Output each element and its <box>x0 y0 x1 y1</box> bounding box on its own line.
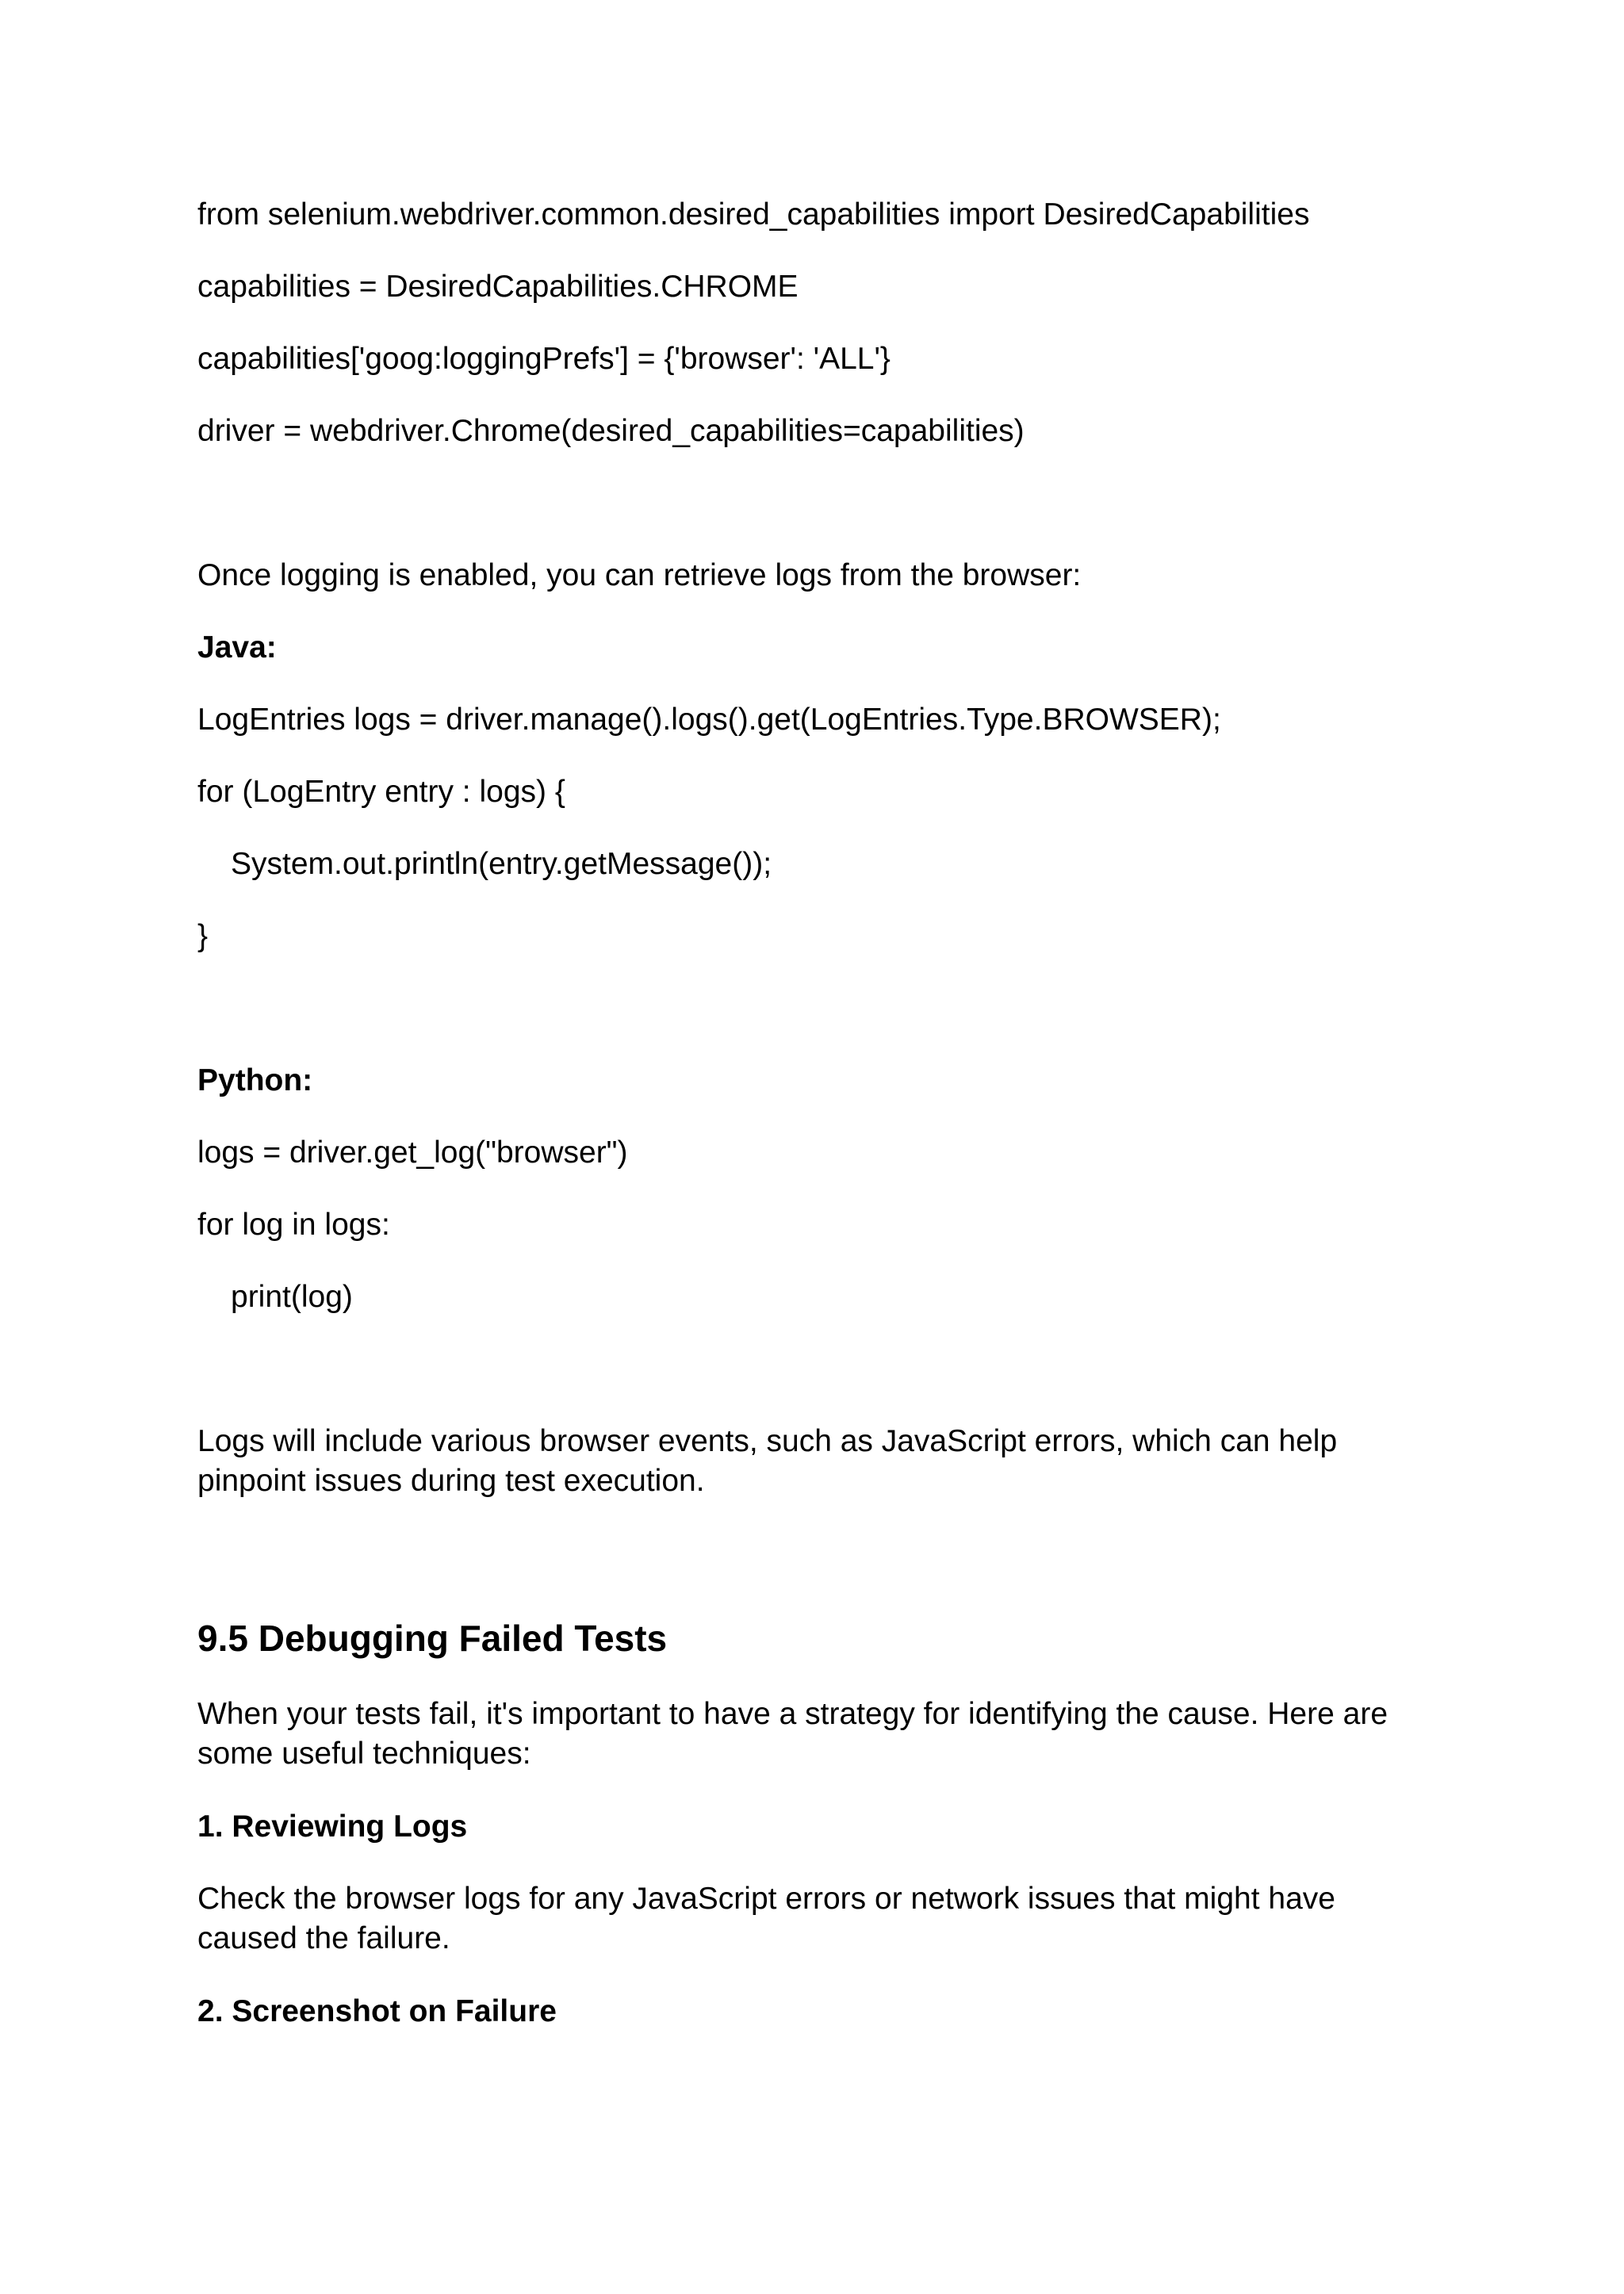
python-code-line-2: for log in logs: <box>197 1208 390 1242</box>
item2-heading: 2. Screenshot on Failure <box>197 1994 557 2028</box>
java-code-line-3: System.out.println(entry.getMessage()); <box>231 847 772 881</box>
logs-note-paragraph: Logs will include various browser events, such as JavaScript errors, which can help pinpoint issues during test execution. <box>197 1424 1338 1498</box>
section-title: 9.5 Debugging Failed Tests <box>197 1618 668 1659</box>
python-code-line-3: print(log) <box>231 1280 353 1314</box>
logging-intro-text: Once logging is enabled, you can retrieve logs from the browser: <box>197 558 1082 592</box>
python-heading: Python: <box>197 1063 313 1097</box>
python-code-line-1: logs = driver.get_log("browser") <box>197 1136 628 1170</box>
code-line-logging-prefs: capabilities['goog:loggingPrefs'] = {'browser': 'ALL'} <box>197 342 891 376</box>
code-line-capabilities: capabilities = DesiredCapabilities.CHROME <box>197 270 799 304</box>
code-line-driver: driver = webdriver.Chrome(desired_capabilities=capabilities) <box>197 414 1025 448</box>
java-code-line-4: } <box>197 919 209 953</box>
section-intro-paragraph: When your tests fail, it's important to have a strategy for identifying the cause. Here are some useful techniques: <box>197 1697 1388 1771</box>
java-code-line-1: LogEntries logs = driver.manage().logs().get(LogEntries.Type.BROWSER); <box>197 703 1221 737</box>
java-code-line-2: for (LogEntry entry : logs) { <box>197 775 565 809</box>
java-heading: Java: <box>197 630 277 664</box>
code-line-import: from selenium.webdriver.common.desired_capabilities import DesiredCapabilities <box>197 197 1310 232</box>
item1-text: Check the browser logs for any JavaScript errors or network issues that might have caused the failure. <box>197 1882 1335 1955</box>
item1-heading: 1. Reviewing Logs <box>197 1810 468 1844</box>
